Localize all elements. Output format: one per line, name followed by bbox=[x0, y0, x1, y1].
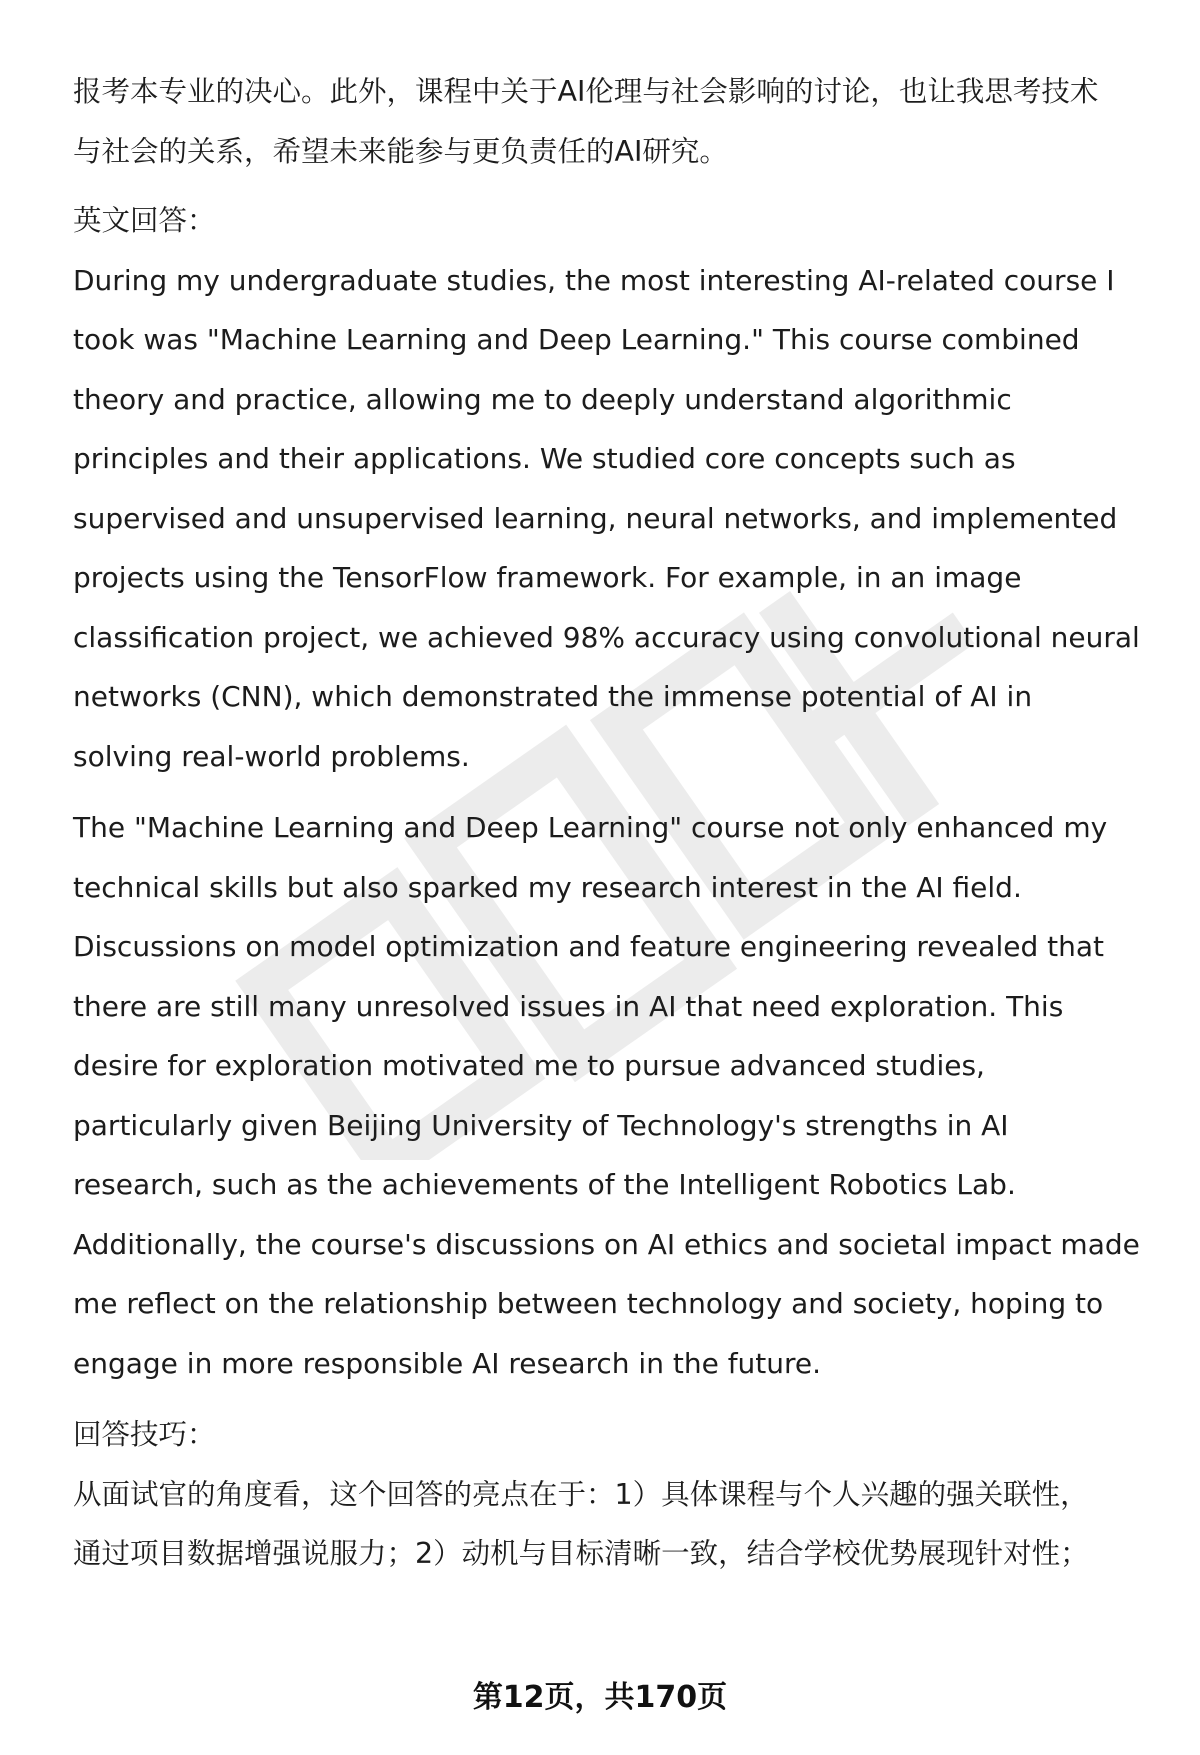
text-line: supervised and unsupervised learning, neural networks, and implemented bbox=[73, 501, 1118, 535]
english-paragraph-1 bbox=[73, 251, 1153, 787]
text-line: The "Machine Learning and Deep Learning" course not only enhanced my bbox=[73, 811, 1108, 844]
text-line: research, such as the achievements of the Intelligent Robotics Lab. bbox=[73, 1168, 1016, 1201]
document-body bbox=[73, 62, 1153, 1584]
page-number: 第12页，共170页 bbox=[472, 1680, 728, 1715]
english-answer-heading: 英文回答： bbox=[73, 204, 216, 237]
text-line: technical skills but also sparked my research interest in the AI field. bbox=[73, 870, 1022, 904]
text-line: theory and practice, allowing me to deeply understand algorithmic bbox=[73, 382, 1012, 416]
text-line: particularly given Beijing University of Technology's strengths in AI bbox=[73, 1108, 1009, 1142]
text-line: Additionally, the course's discussions on AI ethics and societal impact made bbox=[73, 1227, 1140, 1261]
text-line: desire for exploration motivated me to pursue advanced studies, bbox=[73, 1049, 985, 1082]
english-paragraph-2 bbox=[73, 798, 1153, 1393]
text-line: engage in more responsible AI research in the future. bbox=[73, 1346, 822, 1380]
answer-tips-heading: 回答技巧： bbox=[73, 1418, 216, 1451]
text-line: 从面试官的角度看，这个回答的亮点在于：1）具体课程与个人兴趣的强关联性， bbox=[73, 1477, 1089, 1511]
text-line: took was "Machine Learning and Deep Learning." This course combined bbox=[73, 323, 1080, 356]
text-line: 与社会的关系，希望未来能参与更负责任的AI研究。 bbox=[73, 134, 728, 168]
text-line: 通过项目数据增强说服力；2）动机与目标清晰一致，结合学校优势展现针对性； bbox=[73, 1537, 1089, 1570]
tips-paragraph bbox=[73, 1465, 1153, 1584]
text-line: there are still many unresolved issues in AI that need exploration. This bbox=[73, 989, 1064, 1023]
text-line: principles and their applications. We studied core concepts such as bbox=[73, 442, 1016, 475]
text-line: me reflect on the relationship between technology and society, hoping to bbox=[73, 1287, 1104, 1320]
text-line: 报考本专业的决心。此外，课程中关于AI伦理与社会影响的讨论，也让我思考技术 bbox=[73, 75, 1099, 108]
text-line: Discussions on model optimization and feature engineering revealed that bbox=[73, 930, 1104, 963]
text-line: classification project, we achieved 98% accuracy using convolutional neural bbox=[73, 620, 1140, 654]
cn-intro-paragraph bbox=[73, 62, 1153, 181]
text-line: solving real-world problems. bbox=[73, 739, 470, 773]
text-line: During my undergraduate studies, the most interesting AI-related course I bbox=[73, 263, 1115, 297]
text-line: projects using the TensorFlow framework. For example, in an image bbox=[73, 561, 1022, 594]
text-line: networks (CNN), which demonstrated the immense potential of AI in bbox=[73, 680, 1033, 713]
